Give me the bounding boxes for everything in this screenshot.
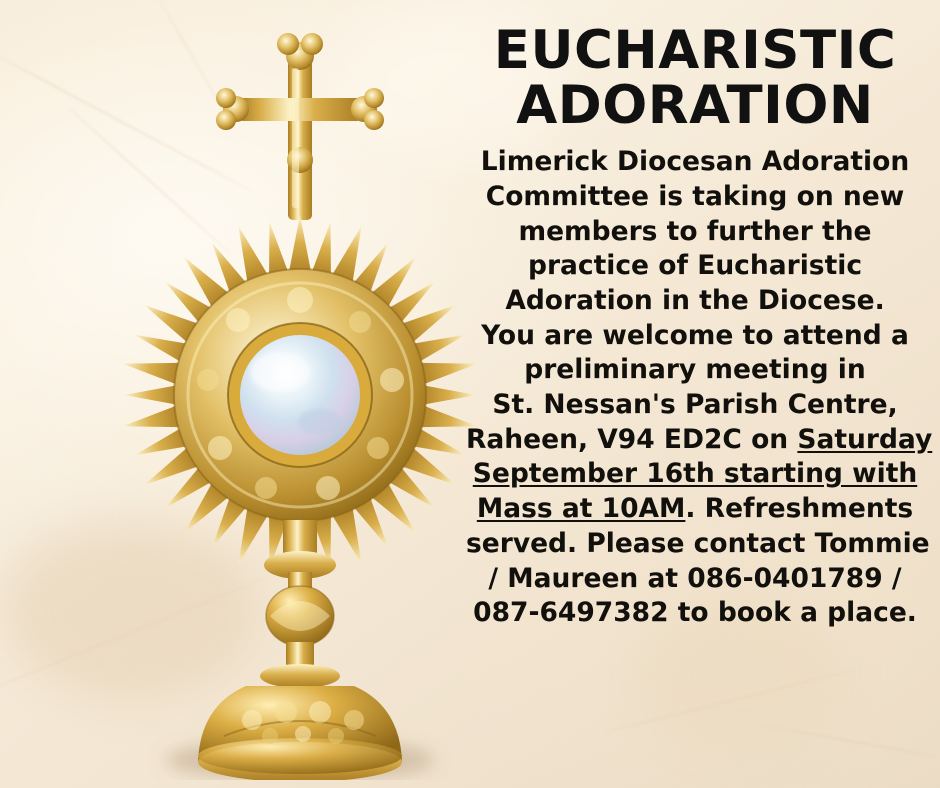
body-line: served. Please contact Tommie xyxy=(466,527,930,559)
body-line-emphasis-start: Raheen, V94 ED2C on Saturday xyxy=(466,423,933,455)
body-line: Adoration in the Diocese. xyxy=(505,284,885,316)
headline-line-2: ADORATION xyxy=(516,74,874,136)
monstrance-base xyxy=(198,686,402,780)
cross-icon xyxy=(216,33,384,220)
luna-shade xyxy=(298,409,342,435)
body-line: / Maureen at 086-0401789 / xyxy=(488,562,902,594)
emphasis-mass-time: Mass at 10AM xyxy=(476,493,686,525)
poster-body-copy xyxy=(466,145,933,631)
luna-highlight xyxy=(250,352,310,392)
monstrance-icon xyxy=(120,20,480,780)
monstrance-image xyxy=(120,20,480,780)
body-line: Committee is taking on new xyxy=(485,180,905,212)
body-line: 087-6497382 to book a place. xyxy=(473,597,917,629)
body-line: practice of Eucharistic xyxy=(527,250,863,282)
body-line: St. Nessan's Parish Centre, xyxy=(492,389,898,421)
body-line-emphasis-end: Mass at 10AM. Refreshments xyxy=(476,493,914,525)
page-title xyxy=(466,20,924,136)
emphasis-day: Saturday xyxy=(797,423,933,455)
body-line: members to further the xyxy=(518,215,872,247)
body-line: Limerick Diocesan Adoration xyxy=(480,146,910,178)
body-line: You are welcome to attend a xyxy=(481,319,909,351)
body-line: preliminary meeting in xyxy=(524,354,866,386)
headline-line-1: EUCHARISTIC xyxy=(493,20,897,81)
body-line-emphasis: September 16th starting with xyxy=(472,458,918,490)
poster-text-column xyxy=(466,20,933,631)
host-window xyxy=(240,335,360,455)
